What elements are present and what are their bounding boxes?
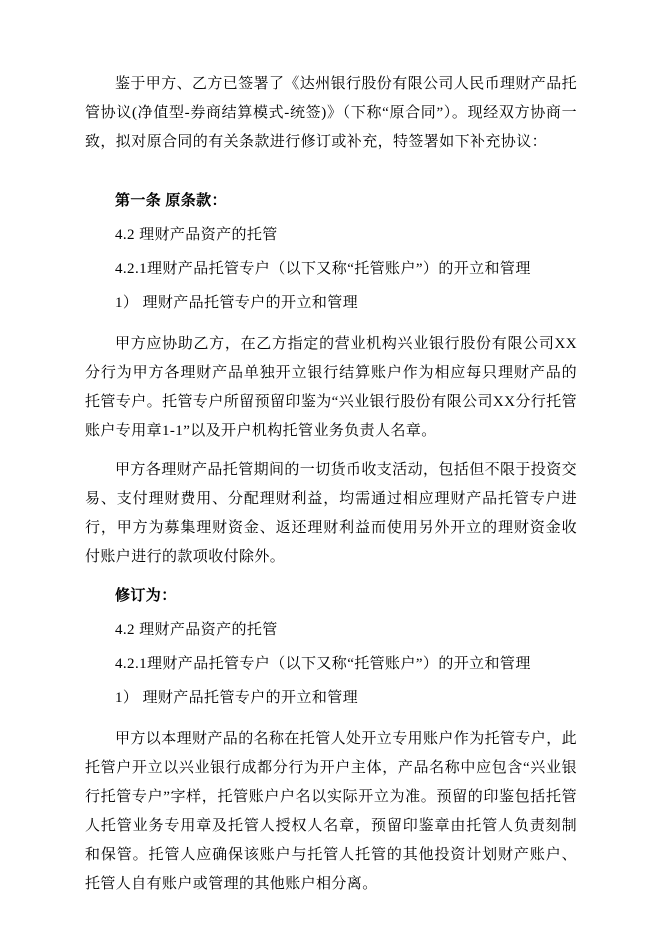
original-body-paragraph-2: 甲方各理财产品托管期间的一切货币收支活动，包括但不限于投资交易、支付理财费用、分配理财利益，均需通过相应理财产品托管专户进行，甲方为募集理财资金、返还理财利益而使用另外开立的理财资金收付账户进行的款项收付除外。: [85, 462, 578, 565]
clause-4-2-1-original: 4.2.1理财产品托管专户（以下又称“托管账户”）的开立和管理: [115, 261, 531, 277]
article-1-heading: 第一条 原条款：: [115, 193, 227, 209]
item-1-original: 1） 理财产品托管专户的开立和管理: [115, 295, 359, 311]
original-body-paragraph-1: 甲方应协助乙方，在乙方指定的营业机构兴业银行股份有限公司XX分行为甲方各理财产品单独开立银行结算账户作为相应每只理财产品的托管专户。托管专户所留预留印鉴为“兴业银行股份有限公司XX分行托管账户专用章1-1”以及开户机构托管业务负责人名章。: [85, 336, 577, 439]
revised-heading: 修订为：: [115, 588, 177, 604]
clause-4-2-original: 4.2 理财产品资产的托管: [115, 227, 278, 243]
revised-body-paragraph-1: 甲方以本理财产品的名称在托管人处开立专用账户作为托管专户，此托管户开立以兴业银行成都分行为开户主体，产品名称中应包含“兴业银行托管专户”字样，托管账户户名以实际开立为准。预留的印鉴包括托管人托管业务专用章及托管人授权人名章，预留印鉴章由托管人负责刻制和保管。托管人应确保该账户与托管人托管的其他投资计划财产账户、托管人自有账户或管理的其他账户相分离。: [85, 731, 578, 892]
item-1-revised: 1） 理财产品托管专户的开立和管理: [115, 690, 359, 706]
clause-4-2-revised: 4.2 理财产品资产的托管: [115, 622, 278, 638]
clause-4-2-1-revised: 4.2.1理财产品托管专户（以下又称“托管账户”）的开立和管理: [115, 656, 531, 672]
intro-paragraph: 鉴于甲方、乙方已签署了《达州银行股份有限公司人民币理财产品托管协议(净值型-券商结算模式-统签)》（下称“原合同”）。现经双方协商一致，拟对原合同的有关条款进行修订或补充，特签署如下补充协议：: [85, 76, 578, 150]
